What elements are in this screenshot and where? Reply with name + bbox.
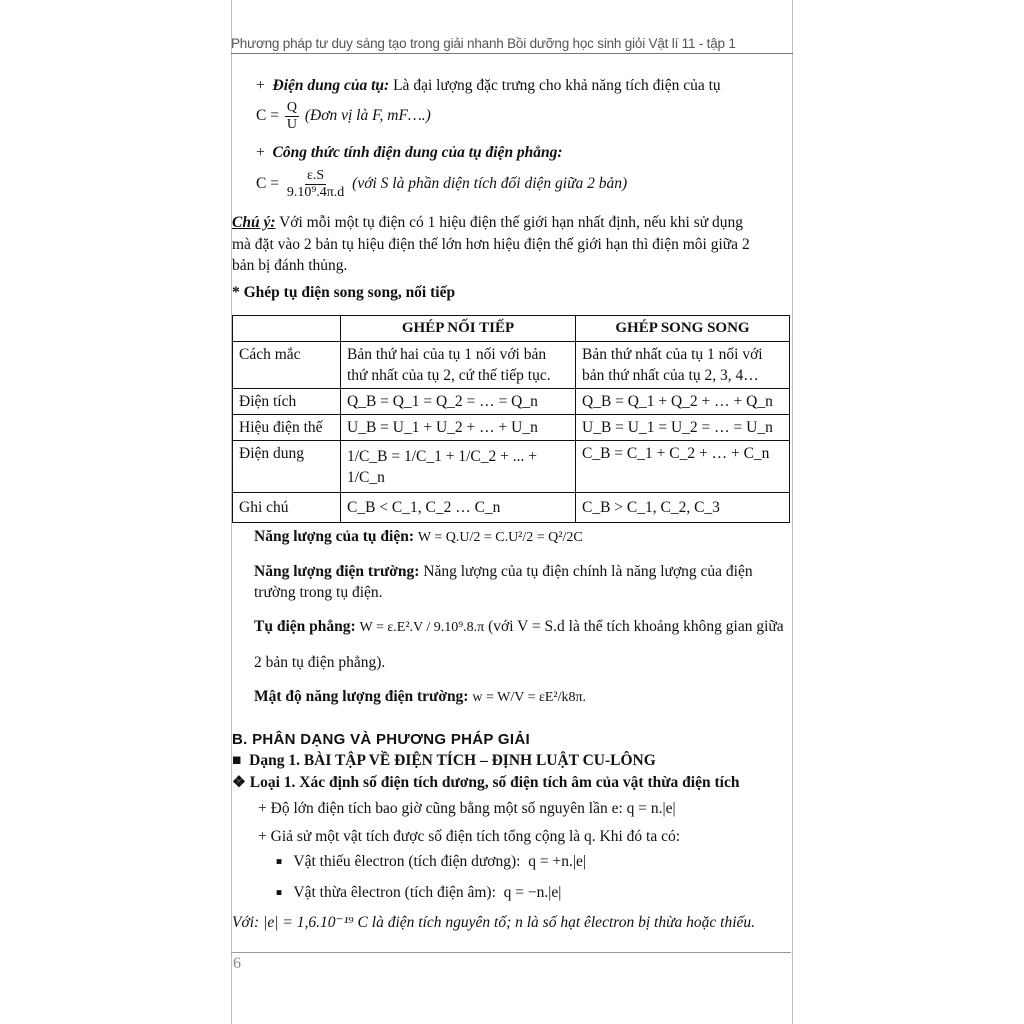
cap-formula-den: U (286, 117, 297, 132)
table-row-label: Ghi chú (233, 493, 341, 523)
dang1-line (232, 751, 656, 771)
plus-marker: + (256, 144, 265, 161)
running-header: Phương pháp tư duy sáng tạo trong giải nhanh Bồi dưỡng học sinh giỏi Vật lí 11 - tập 1 (231, 36, 793, 54)
energy-label: Năng lượng của tụ điện: (254, 528, 414, 545)
energy-line (254, 527, 583, 548)
note-line-2: mà đặt vào 2 bản tụ hiệu điện thế lớn hơn hiệu điện thế giới hạn thì điện môi giữa 2 (232, 236, 750, 253)
table-row-label: Cách mắc (233, 342, 341, 389)
flat-energy-label: Tụ điện phẳng: (254, 618, 356, 635)
field-energy-line-2: trường trong tụ điện. (254, 584, 383, 601)
flat-title: Công thức tính điện dung của tụ điện phẳng: (272, 144, 563, 161)
field-energy-text-1: Năng lượng của tụ điện chính là năng lượng của điện (423, 563, 753, 580)
flat-formula-lhs: C = (256, 175, 279, 193)
final-text: là điện tích nguyên tố; n là số hạt êlectron bị thừa hoặc thiếu. (371, 914, 756, 931)
cap-formula-num: Q (286, 100, 297, 115)
density-label: Mật độ năng lượng điện trường: (254, 688, 469, 705)
table-row-label: Hiệu điện thế (233, 415, 341, 441)
final-formula: |e| = 1,6.10⁻¹⁹ C (263, 914, 368, 931)
cap-def-text: Là đại lượng đặc trưng cho khả năng tích điện của tụ (393, 77, 721, 94)
plus-marker: + (258, 800, 267, 817)
flat-formula-num: ε.S (306, 168, 325, 183)
loai1-line (232, 773, 739, 793)
flat-energy-text-1: (với V = S.d là thể tích khoảng không gian giữa (488, 618, 784, 635)
loai1-title: Loại 1. Xác định số điện tích dương, số điện tích âm của vật thừa điện tích (249, 774, 740, 791)
small-square-bullet-icon: ■ (276, 856, 283, 868)
small-square-bullet-icon: ■ (276, 887, 283, 899)
table-cell: Bản thứ nhất của tụ 1 nối với bản thứ nhất của tụ 2, 3, 4… (576, 342, 790, 389)
table-row-label: Điện tích (233, 389, 341, 415)
sub2-line (276, 883, 561, 903)
flat-formula-note: (với S là phần diện tích đối diện giữa 2 bản) (352, 175, 628, 193)
field-energy-line-1 (254, 562, 753, 582)
energy-formula: W = Q.U/2 = C.U²/2 = Q²/2C (417, 530, 583, 545)
note-line-1 (232, 213, 743, 233)
diamond-bullet-icon: ❖ (232, 774, 246, 791)
table-cell: 1/C_B = 1/C_1 + 1/C_2 + ... + 1/C_n (341, 441, 576, 493)
sub1-text: Vật thiếu êlectron (tích điện dương): (293, 853, 521, 870)
item2-line (258, 827, 680, 847)
table-cell: Q_B = Q_1 = Q_2 = … = Q_n (341, 389, 576, 415)
plus-marker: + (258, 828, 267, 845)
table-cell: Bản thứ hai của tụ 1 nối với bản thứ nhất của tụ 2, cứ thế tiếp tục. (341, 342, 576, 389)
sub2-text: Vật thừa êlectron (tích điện âm): (293, 884, 496, 901)
item1-text: Độ lớn điện tích bao giờ cũng bằng một số nguyên lần e: (270, 800, 623, 817)
page-number: 6 (233, 955, 241, 972)
note-line-3: bản bị đánh thủng. (232, 257, 348, 274)
table-head-parallel: GHÉP SONG SONG (576, 316, 790, 342)
field-energy-label: Năng lượng điện trường: (254, 563, 420, 580)
table-cell: C_B > C_1, C_2, C_3 (576, 493, 790, 523)
flat-energy-formula: W = ε.E².V / 9.10⁹.8.π (359, 620, 485, 635)
item1-line (258, 799, 676, 819)
cap-formula (256, 100, 431, 133)
final-prefix: Với: (232, 914, 260, 931)
section-b-title: B. PHÂN DẠNG VÀ PHƯƠNG PHÁP GIẢI (232, 731, 530, 748)
table-corner (233, 316, 341, 342)
sub1-line (276, 852, 586, 872)
footer-rule (231, 952, 791, 953)
sub1-formula: q = +n.|e| (528, 853, 586, 870)
table-cell: C_B = C_1 + C_2 + … + C_n (576, 441, 790, 493)
cap-formula-lhs: C = (256, 107, 279, 125)
sub2-formula: q = −n.|e| (503, 884, 562, 901)
flat-formula (256, 168, 627, 201)
flat-formula-den: 9.10⁹.4π.d (286, 185, 345, 200)
note-label: Chú ý: (232, 214, 276, 231)
density-line (254, 687, 586, 708)
plus-marker: + (256, 77, 265, 94)
capacitor-table (232, 315, 790, 523)
flat-title-line (256, 143, 563, 163)
table-cell: U_B = U_1 = U_2 = … = U_n (576, 415, 790, 441)
cap-def-title: Điện dung của tụ: (272, 77, 390, 94)
flat-energy-line-2: 2 bản tụ điện phẳng). (254, 654, 386, 671)
note-text-1: Với mỗi một tụ điện có 1 hiệu điện thế giới hạn nhất định, nếu khi sử dụng (279, 214, 744, 231)
table-cell: U_B = U_1 + U_2 + … + U_n (341, 415, 576, 441)
table-row-label: Điện dung (233, 441, 341, 493)
density-formula: w = W/V = εE²/k8π. (472, 690, 587, 705)
item2-text: Giả sử một vật tích được số điện tích tổng cộng là q. Khi đó ta có: (270, 828, 681, 845)
square-bullet-icon: ■ (232, 752, 242, 769)
table-cell: Q_B = Q_1 + Q_2 + … + Q_n (576, 389, 790, 415)
item1-formula: q = n.|e| (626, 800, 676, 817)
final-line (232, 913, 755, 933)
cap-formula-note: (Đơn vị là F, mF….) (304, 107, 431, 125)
flat-energy-line (254, 617, 784, 638)
dang1-title: Dạng 1. BÀI TẬP VỀ ĐIỆN TÍCH – ĐỊNH LUẬT CU-LÔNG (249, 752, 656, 769)
cap-def-line (256, 76, 721, 96)
series-title: * Ghép tụ điện song song, nối tiếp (232, 284, 456, 301)
table-head-series: GHÉP NỐI TIẾP (341, 316, 576, 342)
table-cell: C_B < C_1, C_2 … C_n (341, 493, 576, 523)
